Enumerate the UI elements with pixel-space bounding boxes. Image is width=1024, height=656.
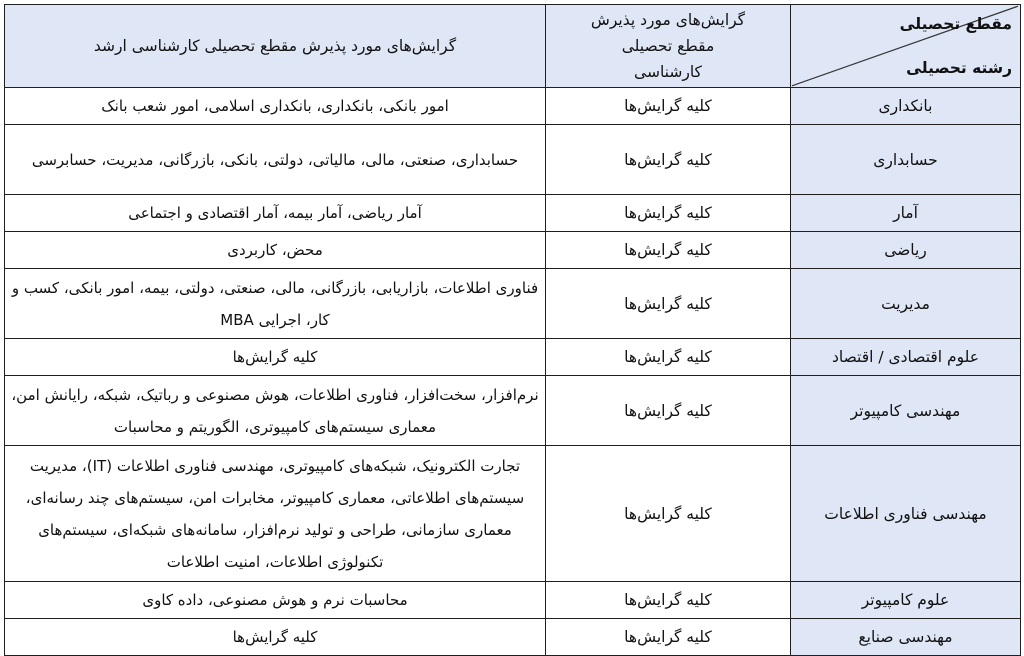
- table-row: [5, 232, 1021, 269]
- majors-table-wrapper: [4, 4, 1020, 656]
- field-cell: حسابداری: [791, 125, 1021, 195]
- bachelor-cell: کلیه گرایش‌ها: [546, 619, 791, 656]
- field-cell: علوم اقتصادی / اقتصاد: [791, 339, 1021, 376]
- masters-cell: امور بانکی، بانکداری، بانکداری اسلامی، امور شعب بانک: [5, 88, 546, 125]
- masters-cell: محض، کاربردی: [5, 232, 546, 269]
- bachelor-cell: کلیه گرایش‌ها: [546, 376, 791, 446]
- bachelor-cell: کلیه گرایش‌ها: [546, 195, 791, 232]
- majors-table: [4, 4, 1021, 656]
- field-cell: مهندسی کامپیوتر: [791, 376, 1021, 446]
- masters-cell: فناوری اطلاعات، بازاریابی، بازرگانی، مالی، صنعتی، دولتی، بیمه، امور بانکی، کسب و کار، اجرایی MBA: [5, 269, 546, 339]
- table-row: [5, 619, 1021, 656]
- field-cell: علوم کامپیوتر: [791, 582, 1021, 619]
- field-cell: مهندسی فناوری اطلاعات: [791, 446, 1021, 582]
- bachelor-cell: کلیه گرایش‌ها: [546, 232, 791, 269]
- masters-cell: نرم‌افزار، سخت‌افزار، فناوری اطلاعات، هوش مصنوعی و رباتیک، شبکه، رایانش امن، معماری سیستم‌های کامپیوتری، الگوریتم و محاسبات: [5, 376, 546, 446]
- header-row: [5, 5, 1021, 88]
- table-row: [5, 125, 1021, 195]
- masters-header: گرایش‌های مورد پذیرش مقطع تحصیلی کارشناسی ارشد: [5, 5, 546, 88]
- bachelor-cell: کلیه گرایش‌ها: [546, 269, 791, 339]
- bachelor-header: گرایش‌های مورد پذیرش مقطع تحصیلی کارشناسی: [546, 5, 791, 88]
- field-cell: بانکداری: [791, 88, 1021, 125]
- table-row: [5, 269, 1021, 339]
- table-row: [5, 88, 1021, 125]
- field-cell: مهندسی صنایع: [791, 619, 1021, 656]
- masters-cell: محاسبات نرم و هوش مصنوعی، داده کاوی: [5, 582, 546, 619]
- field-cell: مدیریت: [791, 269, 1021, 339]
- table-row: [5, 195, 1021, 232]
- table-row: [5, 582, 1021, 619]
- masters-cell: کلیه گرایش‌ها: [5, 619, 546, 656]
- bachelor-cell: کلیه گرایش‌ها: [546, 446, 791, 582]
- table-row: [5, 446, 1021, 582]
- corner-level-label: مقطع تحصیلی: [899, 15, 1012, 33]
- corner-field-label: رشته تحصیلی: [906, 59, 1012, 77]
- table-row: [5, 376, 1021, 446]
- bachelor-cell: کلیه گرایش‌ها: [546, 582, 791, 619]
- corner-header-cell: [791, 5, 1021, 88]
- masters-cell: حسابداری، صنعتی، مالی، مالیاتی، دولتی، بانکی، بازرگانی، مدیریت، حسابرسی: [5, 125, 546, 195]
- masters-cell: کلیه گرایش‌ها: [5, 339, 546, 376]
- masters-cell: آمار ریاضی، آمار بیمه، آمار اقتصادی و اجتماعی: [5, 195, 546, 232]
- field-cell: آمار: [791, 195, 1021, 232]
- table-row: [5, 339, 1021, 376]
- bachelor-cell: کلیه گرایش‌ها: [546, 339, 791, 376]
- masters-cell: تجارت الکترونیک، شبکه‌های کامپیوتری، مهندسی فناوری اطلاعات (IT)، مدیریت سیستم‌های اطلاعاتی، معماری کامپیوتر، مخابرات امن، سیستم‌های چند رسانه‌ای، معماری سازمانی، طراحی و تولید نرم‌افزار، سامانه‌های شبکه‌ای، سیستم‌های تکنولوژی اطلاعات، امنیت اطلاعات: [5, 446, 546, 582]
- field-cell: ریاضی: [791, 232, 1021, 269]
- bachelor-cell: کلیه گرایش‌ها: [546, 125, 791, 195]
- bachelor-cell: کلیه گرایش‌ها: [546, 88, 791, 125]
